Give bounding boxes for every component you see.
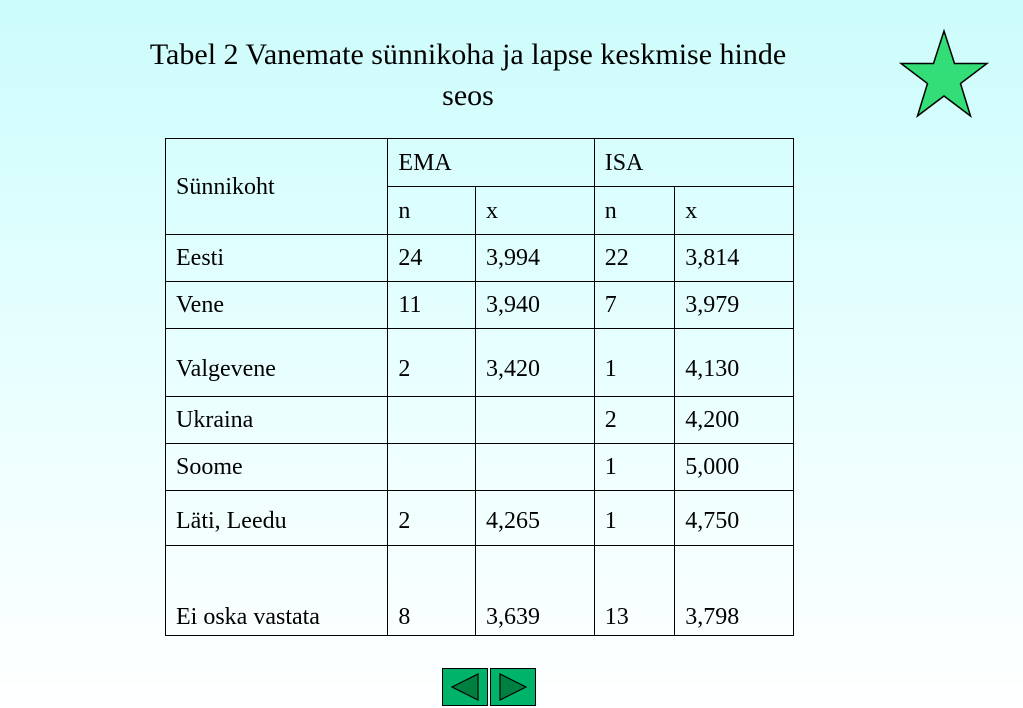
cell-mother-x: 3,420 bbox=[475, 329, 594, 397]
cell-mother-x: 3,639 bbox=[475, 546, 594, 636]
cell-mother-n bbox=[388, 444, 476, 491]
row-label: Ukraina bbox=[166, 397, 388, 444]
slide-navigation bbox=[442, 668, 538, 708]
row-label: Valgevene bbox=[166, 329, 388, 397]
row-label: Eesti bbox=[166, 235, 388, 282]
table-row bbox=[166, 329, 794, 397]
table-row bbox=[166, 546, 794, 636]
cell-father-n: 1 bbox=[594, 491, 675, 546]
cell-mother-n: 24 bbox=[388, 235, 476, 282]
cell-father-n: 13 bbox=[594, 546, 675, 636]
header-mother-n: n bbox=[388, 187, 476, 235]
previous-slide-button[interactable] bbox=[442, 668, 488, 706]
cell-mother-n: 2 bbox=[388, 329, 476, 397]
cell-father-n: 1 bbox=[594, 329, 675, 397]
cell-mother-n: 8 bbox=[388, 546, 476, 636]
row-label: Soome bbox=[166, 444, 388, 491]
cell-mother-x: 3,994 bbox=[475, 235, 594, 282]
star-icon bbox=[899, 29, 989, 119]
cell-father-n: 7 bbox=[594, 282, 675, 329]
title-line-1: Tabel 2 Vanemate sünnikoha ja lapse keskmise hinde bbox=[149, 38, 787, 71]
cell-mother-n bbox=[388, 397, 476, 444]
header-mother-x: x bbox=[475, 187, 594, 235]
title-line-2: seos bbox=[442, 79, 494, 112]
header-father-n: n bbox=[594, 187, 675, 235]
next-slide-button[interactable] bbox=[490, 668, 536, 706]
header-father-x: x bbox=[675, 187, 794, 235]
header-father: ISA bbox=[594, 139, 793, 187]
row-label: Ei oska vastata bbox=[166, 546, 388, 636]
triangle-right-icon bbox=[496, 672, 530, 702]
row-label: Läti, Leedu bbox=[166, 491, 388, 546]
cell-father-x: 3,814 bbox=[675, 235, 794, 282]
cell-father-x: 4,130 bbox=[675, 329, 794, 397]
header-mother: EMA bbox=[388, 139, 594, 187]
header-birthplace: Sünnikoht bbox=[166, 139, 388, 235]
cell-father-n: 1 bbox=[594, 444, 675, 491]
cell-father-x: 5,000 bbox=[675, 444, 794, 491]
table-row bbox=[166, 444, 794, 491]
cell-father-n: 2 bbox=[594, 397, 675, 444]
table-header-row bbox=[166, 139, 794, 187]
cell-father-n: 22 bbox=[594, 235, 675, 282]
cell-mother-x bbox=[475, 444, 594, 491]
table-row bbox=[166, 491, 794, 546]
cell-father-x: 3,798 bbox=[675, 546, 794, 636]
cell-mother-x: 4,265 bbox=[475, 491, 594, 546]
slide-title bbox=[60, 34, 876, 116]
cell-father-x: 4,200 bbox=[675, 397, 794, 444]
cell-mother-x: 3,940 bbox=[475, 282, 594, 329]
table-row bbox=[166, 282, 794, 329]
row-label: Vene bbox=[166, 282, 388, 329]
cell-mother-x bbox=[475, 397, 594, 444]
table-row bbox=[166, 397, 794, 444]
birthplace-grade-table bbox=[165, 138, 794, 636]
table-row bbox=[166, 235, 794, 282]
cell-father-x: 3,979 bbox=[675, 282, 794, 329]
cell-mother-n: 2 bbox=[388, 491, 476, 546]
cell-mother-n: 11 bbox=[388, 282, 476, 329]
triangle-left-icon bbox=[448, 672, 482, 702]
cell-father-x: 4,750 bbox=[675, 491, 794, 546]
